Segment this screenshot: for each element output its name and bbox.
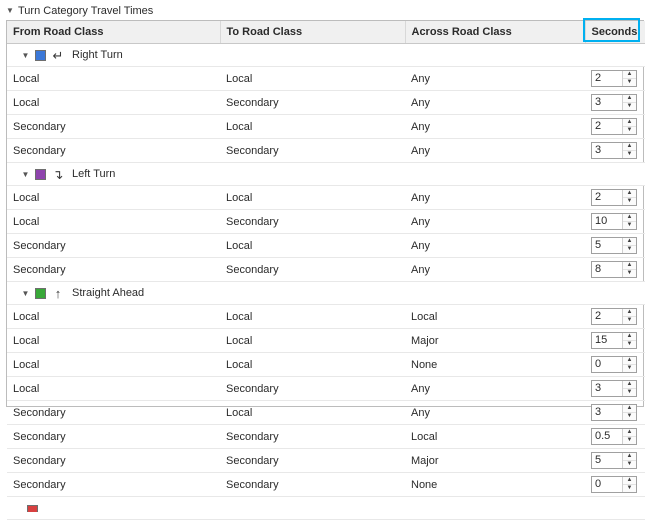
cell-across-road-class: Any <box>405 210 585 234</box>
column-header-to-road-class[interactable]: To Road Class <box>220 21 405 44</box>
cell-seconds <box>585 329 645 353</box>
stepper-down-icon[interactable]: ▼ <box>626 222 633 228</box>
stepper-buttons[interactable] <box>622 214 636 229</box>
seconds-value[interactable]: 3 <box>595 96 602 108</box>
seconds-value[interactable]: 0 <box>595 358 602 370</box>
group-color-swatch <box>35 288 46 299</box>
seconds-value[interactable]: 2 <box>595 191 602 203</box>
table-body <box>7 44 645 520</box>
seconds-value[interactable]: 5 <box>595 239 602 251</box>
cell-from-road-class: Secondary <box>7 258 220 282</box>
seconds-value[interactable]: 8 <box>595 263 602 275</box>
cell-to-road-class: Local <box>220 329 405 353</box>
cell-seconds <box>585 234 645 258</box>
group-color-swatch <box>35 169 46 180</box>
seconds-stepper[interactable] <box>591 380 637 397</box>
stepper-buttons[interactable] <box>622 95 636 110</box>
stepper-down-icon[interactable]: ▼ <box>626 485 633 491</box>
cell-across-road-class: Any <box>405 186 585 210</box>
travel-times-table <box>7 21 645 520</box>
stepper-buttons[interactable] <box>622 357 636 372</box>
group-label: Straight Ahead <box>72 287 145 299</box>
stepper-up-icon[interactable]: ▲ <box>623 381 636 389</box>
chevron-down-icon[interactable]: ▼ <box>21 50 30 60</box>
stepper-up-icon[interactable]: ▲ <box>623 143 636 151</box>
cell-from-road-class: Local <box>7 67 220 91</box>
cell-from-road-class: Local <box>7 353 220 377</box>
stepper-down-icon[interactable]: ▼ <box>626 413 633 419</box>
cell-to-road-class: Secondary <box>220 139 405 163</box>
table-row[interactable] <box>7 473 645 497</box>
group-row-straight-ahead[interactable] <box>7 282 645 305</box>
stepper-down-icon[interactable]: ▼ <box>626 103 633 109</box>
seconds-value[interactable]: 5 <box>595 454 602 466</box>
column-header-from-road-class[interactable]: From Road Class <box>7 21 220 44</box>
table-row[interactable] <box>7 329 645 353</box>
stepper-down-icon[interactable]: ▼ <box>626 317 633 323</box>
stepper-buttons[interactable] <box>622 262 636 277</box>
cell-from-road-class: Secondary <box>7 115 220 139</box>
stepper-up-icon[interactable]: ▲ <box>623 95 636 103</box>
cell-to-road-class: Secondary <box>220 210 405 234</box>
cell-seconds <box>585 377 645 401</box>
group-color-swatch <box>35 50 46 61</box>
cell-across-road-class: Major <box>405 449 585 473</box>
table-row[interactable] <box>7 139 645 163</box>
cell-across-road-class: Any <box>405 91 585 115</box>
seconds-value[interactable]: 0.5 <box>595 430 611 442</box>
cell-seconds <box>585 449 645 473</box>
cell-from-road-class: Secondary <box>7 234 220 258</box>
seconds-stepper[interactable] <box>591 404 637 421</box>
seconds-value[interactable]: 0 <box>595 478 602 490</box>
seconds-value[interactable]: 3 <box>595 382 602 394</box>
cell-across-road-class: Local <box>405 305 585 329</box>
group-row-right-turn[interactable] <box>7 44 645 67</box>
seconds-stepper[interactable] <box>591 332 637 349</box>
seconds-stepper[interactable] <box>591 213 637 230</box>
cell-to-road-class: Local <box>220 186 405 210</box>
stepper-up-icon[interactable]: ▲ <box>623 71 636 79</box>
stepper-buttons[interactable] <box>622 143 636 158</box>
seconds-value[interactable]: 2 <box>595 310 602 322</box>
column-header-across-road-class[interactable]: Across Road Class <box>405 21 585 44</box>
straight-arrow-icon: ↑ <box>54 285 62 301</box>
cell-to-road-class: Secondary <box>220 91 405 115</box>
cell-from-road-class: Local <box>7 377 220 401</box>
cell-seconds <box>585 91 645 115</box>
seconds-value[interactable]: 15 <box>595 334 608 346</box>
cell-from-road-class: Secondary <box>7 449 220 473</box>
stepper-down-icon[interactable]: ▼ <box>626 437 633 443</box>
stepper-down-icon[interactable]: ▼ <box>626 198 633 204</box>
table-row[interactable] <box>7 210 645 234</box>
cell-to-road-class: Secondary <box>220 449 405 473</box>
cell-to-road-class: Local <box>220 234 405 258</box>
stepper-buttons[interactable] <box>622 238 636 253</box>
table-row[interactable] <box>7 401 645 425</box>
group-color-swatch <box>27 505 38 512</box>
cell-seconds <box>585 258 645 282</box>
seconds-stepper[interactable] <box>591 94 637 111</box>
stepper-buttons[interactable] <box>622 190 636 205</box>
left-turn-arrow-icon: ↴ <box>52 166 64 182</box>
cell-across-road-class: Any <box>405 258 585 282</box>
seconds-value[interactable]: 3 <box>595 144 602 156</box>
cell-seconds <box>585 473 645 497</box>
cell-across-road-class: Major <box>405 329 585 353</box>
group-row-partial[interactable] <box>7 497 645 520</box>
seconds-stepper[interactable] <box>591 70 637 87</box>
table-row[interactable] <box>7 425 645 449</box>
seconds-value[interactable]: 10 <box>595 215 608 227</box>
stepper-buttons[interactable] <box>622 477 636 492</box>
cell-across-road-class: Local <box>405 425 585 449</box>
stepper-up-icon[interactable]: ▲ <box>623 119 636 127</box>
seconds-stepper[interactable] <box>591 142 637 159</box>
seconds-value[interactable]: 3 <box>595 406 602 418</box>
stepper-buttons[interactable] <box>622 333 636 348</box>
stepper-down-icon[interactable]: ▼ <box>626 246 633 252</box>
stepper-up-icon[interactable]: ▲ <box>623 262 636 270</box>
seconds-stepper[interactable] <box>591 356 637 373</box>
stepper-buttons[interactable] <box>622 381 636 396</box>
cell-seconds <box>585 139 645 163</box>
cell-seconds <box>585 305 645 329</box>
stepper-down-icon[interactable]: ▼ <box>626 365 633 371</box>
cell-to-road-class: Local <box>220 401 405 425</box>
stepper-down-icon[interactable]: ▼ <box>626 127 633 133</box>
cell-seconds <box>585 186 645 210</box>
table-row[interactable] <box>7 115 645 139</box>
cell-from-road-class: Local <box>7 210 220 234</box>
cell-across-road-class: None <box>405 473 585 497</box>
seconds-stepper[interactable] <box>591 476 637 493</box>
cell-from-road-class: Secondary <box>7 425 220 449</box>
seconds-value[interactable]: 2 <box>595 120 602 132</box>
cell-seconds <box>585 67 645 91</box>
travel-times-grid <box>6 20 644 491</box>
cell-across-road-class: Any <box>405 139 585 163</box>
cell-from-road-class: Local <box>7 91 220 115</box>
table-row[interactable] <box>7 353 645 377</box>
cell-to-road-class: Secondary <box>220 473 405 497</box>
cell-across-road-class: Any <box>405 401 585 425</box>
stepper-up-icon[interactable]: ▲ <box>623 429 636 437</box>
cell-seconds <box>585 115 645 139</box>
stepper-buttons[interactable] <box>622 119 636 134</box>
cell-seconds <box>585 353 645 377</box>
seconds-stepper[interactable] <box>591 428 637 445</box>
cell-to-road-class: Secondary <box>220 258 405 282</box>
cell-to-road-class: Local <box>220 67 405 91</box>
cell-to-road-class: Local <box>220 305 405 329</box>
cell-from-road-class: Local <box>7 329 220 353</box>
cell-to-road-class: Secondary <box>220 377 405 401</box>
stepper-down-icon[interactable]: ▼ <box>626 389 633 395</box>
cell-across-road-class: None <box>405 353 585 377</box>
cell-from-road-class: Secondary <box>7 139 220 163</box>
cell-to-road-class: Local <box>220 353 405 377</box>
stepper-up-icon[interactable]: ▲ <box>623 357 636 365</box>
stepper-up-icon[interactable]: ▲ <box>623 453 636 461</box>
seconds-stepper[interactable] <box>591 261 637 278</box>
cell-seconds <box>585 401 645 425</box>
seconds-stepper[interactable] <box>591 118 637 135</box>
stepper-down-icon[interactable]: ▼ <box>626 79 633 85</box>
stepper-up-icon[interactable]: ▲ <box>623 309 636 317</box>
right-turn-arrow-icon: ↵ <box>52 47 64 63</box>
table-row[interactable] <box>7 305 645 329</box>
stepper-up-icon[interactable]: ▲ <box>623 238 636 246</box>
table-row[interactable] <box>7 67 645 91</box>
stepper-down-icon[interactable]: ▼ <box>626 151 633 157</box>
cell-across-road-class: Any <box>405 234 585 258</box>
chevron-down-icon[interactable]: ▼ <box>21 288 30 298</box>
cell-from-road-class: Secondary <box>7 473 220 497</box>
stepper-buttons[interactable] <box>622 405 636 420</box>
table-row[interactable] <box>7 91 645 115</box>
panel-title <box>0 0 650 20</box>
group-row-left-turn[interactable] <box>7 163 645 186</box>
seconds-stepper[interactable] <box>591 189 637 206</box>
cell-to-road-class: Secondary <box>220 425 405 449</box>
cell-across-road-class: Any <box>405 377 585 401</box>
table-row[interactable] <box>7 258 645 282</box>
stepper-down-icon[interactable]: ▼ <box>626 270 633 276</box>
cell-across-road-class: Any <box>405 67 585 91</box>
cell-seconds <box>585 210 645 234</box>
stepper-buttons[interactable] <box>622 309 636 324</box>
seconds-value[interactable]: 2 <box>595 72 602 84</box>
cell-to-road-class: Local <box>220 115 405 139</box>
cell-from-road-class: Local <box>7 186 220 210</box>
stepper-down-icon[interactable]: ▼ <box>626 461 633 467</box>
stepper-up-icon[interactable]: ▲ <box>623 405 636 413</box>
cell-from-road-class: Local <box>7 305 220 329</box>
stepper-up-icon[interactable]: ▲ <box>623 190 636 198</box>
column-header-seconds[interactable]: Seconds <box>585 21 645 44</box>
stepper-up-icon[interactable]: ▲ <box>623 477 636 485</box>
cell-seconds <box>585 425 645 449</box>
stepper-buttons[interactable] <box>622 429 636 444</box>
table-row[interactable] <box>7 186 645 210</box>
stepper-buttons[interactable] <box>622 453 636 468</box>
stepper-up-icon[interactable]: ▲ <box>623 214 636 222</box>
seconds-stepper[interactable] <box>591 308 637 325</box>
seconds-stepper[interactable] <box>591 237 637 254</box>
cell-from-road-class: Secondary <box>7 401 220 425</box>
stepper-up-icon[interactable]: ▲ <box>623 333 636 341</box>
chevron-down-icon[interactable]: ▼ <box>6 6 14 15</box>
table-header-row <box>7 21 645 44</box>
table-row[interactable] <box>7 449 645 473</box>
table-row[interactable] <box>7 234 645 258</box>
panel-title-label: Turn Category Travel Times <box>18 5 154 17</box>
stepper-buttons[interactable] <box>622 71 636 86</box>
seconds-stepper[interactable] <box>591 452 637 469</box>
group-label: Right Turn <box>72 49 123 61</box>
group-label: Left Turn <box>72 168 116 180</box>
chevron-down-icon[interactable]: ▼ <box>21 169 30 179</box>
table-row[interactable] <box>7 377 645 401</box>
stepper-down-icon[interactable]: ▼ <box>626 341 633 347</box>
cell-across-road-class: Any <box>405 115 585 139</box>
